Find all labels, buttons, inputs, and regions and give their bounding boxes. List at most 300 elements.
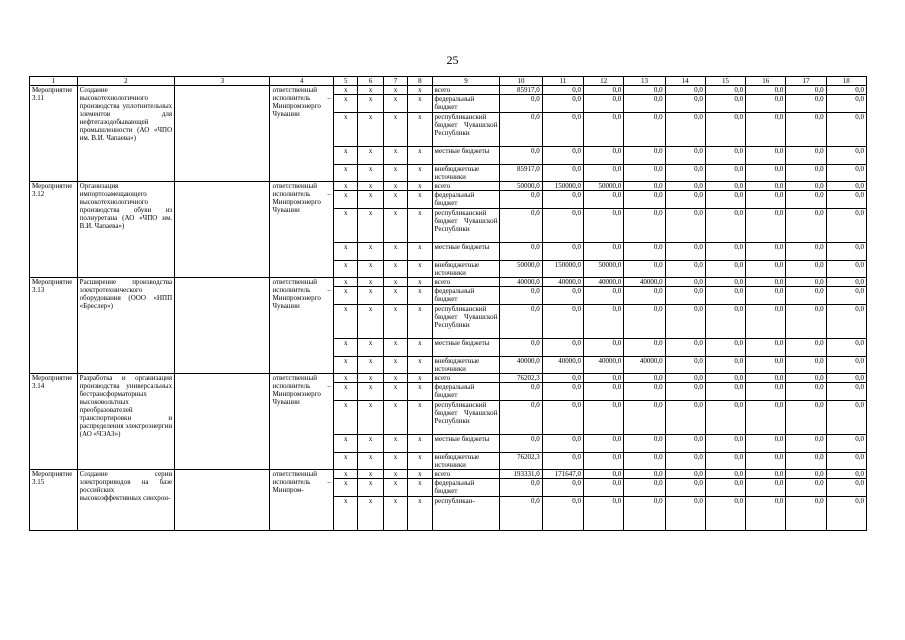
code-cell: x	[383, 305, 407, 339]
column-number: 17	[786, 77, 826, 86]
code-cell: x	[334, 86, 358, 95]
amount-cell: 0,0	[746, 374, 786, 383]
amount-cell: 0,0	[624, 287, 665, 305]
amount-cell: 0,0	[826, 339, 866, 357]
funding-source: республиканский бюджет Чувашской Республики	[432, 209, 500, 243]
column-number: 2	[77, 77, 174, 86]
amount-cell: 0,0	[624, 261, 665, 278]
amount-cell: 0,0	[746, 243, 786, 261]
amount-cell: 0,0	[746, 182, 786, 191]
code-cell: x	[383, 95, 407, 113]
code-cell: x	[383, 401, 407, 435]
code-cell: x	[334, 113, 358, 147]
code-cell: x	[358, 470, 383, 479]
code-cell: x	[334, 209, 358, 243]
amount-cell: 0,0	[584, 470, 624, 479]
measure-col3	[175, 278, 270, 374]
amount-cell: 0,0	[786, 86, 826, 95]
funding-source: местные бюджеты	[432, 435, 500, 453]
amount-cell: 0,0	[542, 147, 583, 165]
code-cell: x	[358, 383, 383, 401]
code-cell: x	[334, 497, 358, 531]
code-cell: x	[408, 357, 432, 374]
code-cell: x	[334, 435, 358, 453]
amount-cell: 0,0	[826, 278, 866, 287]
amount-cell: 0,0	[786, 243, 826, 261]
amount-cell: 0,0	[705, 479, 745, 497]
funding-source: всего	[432, 182, 500, 191]
code-cell: x	[334, 278, 358, 287]
amount-cell: 0,0	[624, 479, 665, 497]
amount-cell: 0,0	[746, 147, 786, 165]
amount-cell: 0,0	[746, 165, 786, 182]
code-cell: x	[408, 95, 432, 113]
amount-cell: 0,0	[665, 479, 705, 497]
column-number: 15	[705, 77, 745, 86]
amount-cell: 40000,0	[584, 357, 624, 374]
code-cell: x	[383, 435, 407, 453]
amount-cell: 0,0	[584, 374, 624, 383]
amount-cell: 0,0	[542, 497, 583, 531]
code-cell: x	[383, 339, 407, 357]
amount-cell: 0,0	[786, 401, 826, 435]
amount-cell: 0,0	[705, 165, 745, 182]
code-cell: x	[358, 305, 383, 339]
amount-cell: 0,0	[746, 435, 786, 453]
amount-cell: 0,0	[746, 191, 786, 209]
column-number-row	[30, 77, 867, 86]
column-number: 11	[542, 77, 583, 86]
amount-cell: 0,0	[826, 95, 866, 113]
amount-cell: 0,0	[746, 278, 786, 287]
amount-cell: 0,0	[705, 182, 745, 191]
amount-cell: 0,0	[665, 287, 705, 305]
code-cell: x	[408, 453, 432, 470]
amount-cell: 0,0	[705, 287, 745, 305]
code-cell: x	[358, 243, 383, 261]
amount-cell: 0,0	[746, 86, 786, 95]
amount-cell: 0,0	[584, 86, 624, 95]
funding-source: местные бюджеты	[432, 243, 500, 261]
amount-cell: 0,0	[665, 191, 705, 209]
amount-cell: 0,0	[746, 497, 786, 531]
code-cell: x	[408, 243, 432, 261]
measure-description: Создание высокотехнологичного производства уплотнительных элементов для нефтегазодобывающей промышленности (АО «ЧПО им. В.И. Чапаева»)	[77, 86, 174, 182]
amount-cell: 0,0	[624, 182, 665, 191]
amount-cell: 0,0	[705, 453, 745, 470]
code-cell: x	[334, 357, 358, 374]
code-cell: x	[334, 305, 358, 339]
code-cell: x	[408, 374, 432, 383]
amount-cell: 0,0	[826, 357, 866, 374]
amount-cell: 0,0	[665, 86, 705, 95]
funding-source: всего	[432, 374, 500, 383]
column-number: 5	[334, 77, 358, 86]
code-cell: x	[358, 261, 383, 278]
amount-cell: 0,0	[786, 470, 826, 479]
code-cell: x	[358, 453, 383, 470]
amount-cell: 0,0	[500, 243, 542, 261]
code-cell: x	[334, 191, 358, 209]
measure-col3	[175, 374, 270, 470]
funding-source: федеральный бюджет	[432, 95, 500, 113]
code-cell: x	[358, 191, 383, 209]
amount-cell: 0,0	[826, 453, 866, 470]
funding-source: республикан-	[432, 497, 500, 531]
amount-cell: 0,0	[584, 209, 624, 243]
funding-source: республиканский бюджет Чувашской Республики	[432, 401, 500, 435]
amount-cell: 0,0	[746, 305, 786, 339]
amount-cell: 0,0	[500, 339, 542, 357]
code-cell: x	[358, 209, 383, 243]
funding-source: местные бюджеты	[432, 339, 500, 357]
amount-cell: 0,0	[665, 383, 705, 401]
code-cell: x	[408, 165, 432, 182]
code-cell: x	[383, 453, 407, 470]
amount-cell: 0,0	[746, 95, 786, 113]
code-cell: x	[358, 374, 383, 383]
amount-cell: 0,0	[542, 191, 583, 209]
amount-cell: 0,0	[584, 113, 624, 147]
amount-cell: 85917,0	[500, 86, 542, 95]
code-cell: x	[408, 383, 432, 401]
amount-cell: 0,0	[705, 95, 745, 113]
amount-cell: 0,0	[584, 401, 624, 435]
amount-cell: 0,0	[786, 191, 826, 209]
amount-cell: 0,0	[705, 383, 745, 401]
code-cell: x	[408, 401, 432, 435]
amount-cell: 0,0	[542, 453, 583, 470]
code-cell: x	[358, 113, 383, 147]
amount-cell: 0,0	[542, 435, 583, 453]
amount-cell: 0,0	[624, 374, 665, 383]
amount-cell: 0,0	[786, 287, 826, 305]
measure-responsible: ответственный исполнитель – Минпромэнерго Чувашии	[270, 182, 334, 278]
code-cell: x	[334, 374, 358, 383]
code-cell: x	[334, 95, 358, 113]
amount-cell: 0,0	[542, 86, 583, 95]
amount-cell: 0,0	[500, 95, 542, 113]
amount-cell: 40000,0	[584, 278, 624, 287]
amount-cell: 0,0	[826, 287, 866, 305]
amount-cell: 0,0	[826, 305, 866, 339]
measure-col3	[175, 470, 270, 531]
code-cell: x	[334, 243, 358, 261]
amount-cell: 0,0	[624, 435, 665, 453]
code-cell: x	[383, 374, 407, 383]
measure-description: Создание серии электроприводов на базе российских высокоэффективных синхрон-	[77, 470, 174, 531]
code-cell: x	[358, 287, 383, 305]
amount-cell: 0,0	[826, 435, 866, 453]
amount-cell: 0,0	[665, 357, 705, 374]
funding-source: федеральный бюджет	[432, 287, 500, 305]
amount-cell: 0,0	[786, 305, 826, 339]
code-cell: x	[334, 401, 358, 435]
amount-cell: 0,0	[542, 209, 583, 243]
amount-cell: 0,0	[665, 243, 705, 261]
column-number: 3	[175, 77, 270, 86]
amount-cell: 0,0	[826, 470, 866, 479]
amount-cell: 0,0	[826, 243, 866, 261]
amount-cell: 50000,0	[584, 182, 624, 191]
code-cell: x	[358, 182, 383, 191]
table-row	[30, 470, 867, 479]
amount-cell: 76202,3	[500, 453, 542, 470]
column-number: 9	[432, 77, 500, 86]
amount-cell: 0,0	[584, 243, 624, 261]
code-cell: x	[383, 243, 407, 261]
amount-cell: 0,0	[665, 435, 705, 453]
amount-cell: 0,0	[500, 191, 542, 209]
code-cell: x	[408, 497, 432, 531]
amount-cell: 0,0	[746, 287, 786, 305]
amount-cell: 0,0	[826, 182, 866, 191]
amount-cell: 0,0	[665, 453, 705, 470]
amount-cell: 0,0	[542, 165, 583, 182]
amount-cell: 0,0	[584, 497, 624, 531]
amount-cell: 0,0	[624, 86, 665, 95]
amount-cell: 0,0	[705, 357, 745, 374]
amount-cell: 0,0	[500, 383, 542, 401]
code-cell: x	[334, 261, 358, 278]
amount-cell: 0,0	[500, 435, 542, 453]
amount-cell: 0,0	[542, 479, 583, 497]
page-number: 25	[446, 53, 459, 67]
amount-cell: 0,0	[786, 113, 826, 147]
amount-cell: 0,0	[624, 383, 665, 401]
code-cell: x	[383, 479, 407, 497]
amount-cell: 150000,0	[542, 261, 583, 278]
amount-cell: 0,0	[786, 165, 826, 182]
amount-cell: 0,0	[624, 470, 665, 479]
amount-cell: 0,0	[786, 278, 826, 287]
amount-cell: 40000,0	[624, 357, 665, 374]
amount-cell: 0,0	[665, 470, 705, 479]
measure-id: Мероприятие 3.12	[30, 182, 78, 278]
code-cell: x	[383, 147, 407, 165]
code-cell: x	[334, 339, 358, 357]
funding-source: внебюджетные источники	[432, 165, 500, 182]
amount-cell: 0,0	[665, 305, 705, 339]
code-cell: x	[383, 165, 407, 182]
column-number: 12	[584, 77, 624, 86]
amount-cell: 0,0	[665, 147, 705, 165]
funding-source: федеральный бюджет	[432, 383, 500, 401]
amount-cell: 0,0	[786, 374, 826, 383]
code-cell: x	[408, 435, 432, 453]
amount-cell: 0,0	[746, 357, 786, 374]
amount-cell: 0,0	[665, 165, 705, 182]
amount-cell: 0,0	[500, 287, 542, 305]
amount-cell: 0,0	[786, 453, 826, 470]
funding-source: местные бюджеты	[432, 147, 500, 165]
amount-cell: 0,0	[624, 497, 665, 531]
amount-cell: 0,0	[500, 479, 542, 497]
code-cell: x	[358, 165, 383, 182]
code-cell: x	[358, 497, 383, 531]
code-cell: x	[334, 287, 358, 305]
amount-cell: 0,0	[826, 401, 866, 435]
amount-cell: 40000,0	[500, 357, 542, 374]
code-cell: x	[334, 479, 358, 497]
column-number: 7	[383, 77, 407, 86]
amount-cell: 0,0	[542, 113, 583, 147]
amount-cell: 0,0	[705, 147, 745, 165]
amount-cell: 50000,0	[500, 261, 542, 278]
code-cell: x	[408, 470, 432, 479]
amount-cell: 0,0	[786, 339, 826, 357]
column-number: 8	[408, 77, 432, 86]
code-cell: x	[334, 470, 358, 479]
funding-source: всего	[432, 86, 500, 95]
amount-cell: 0,0	[746, 113, 786, 147]
column-number: 6	[358, 77, 383, 86]
code-cell: x	[408, 305, 432, 339]
amount-cell: 0,0	[584, 305, 624, 339]
amount-cell: 0,0	[500, 305, 542, 339]
amount-cell: 0,0	[542, 95, 583, 113]
amount-cell: 0,0	[705, 261, 745, 278]
amount-cell: 0,0	[500, 147, 542, 165]
amount-cell: 0,0	[705, 113, 745, 147]
amount-cell: 0,0	[584, 435, 624, 453]
amount-cell: 0,0	[665, 374, 705, 383]
amount-cell: 0,0	[705, 401, 745, 435]
amount-cell: 0,0	[826, 383, 866, 401]
funding-source: республиканский бюджет Чувашской Республики	[432, 113, 500, 147]
measure-id: Мероприятие 3.13	[30, 278, 78, 374]
amount-cell: 0,0	[665, 209, 705, 243]
code-cell: x	[408, 261, 432, 278]
amount-cell: 0,0	[542, 374, 583, 383]
amount-cell: 0,0	[705, 339, 745, 357]
amount-cell: 0,0	[786, 95, 826, 113]
amount-cell: 0,0	[542, 287, 583, 305]
amount-cell: 0,0	[624, 401, 665, 435]
code-cell: x	[334, 182, 358, 191]
code-cell: x	[383, 261, 407, 278]
code-cell: x	[408, 278, 432, 287]
code-cell: x	[383, 191, 407, 209]
amount-cell: 0,0	[705, 374, 745, 383]
code-cell: x	[358, 278, 383, 287]
amount-cell: 0,0	[746, 339, 786, 357]
measure-id: Мероприятие 3.11	[30, 86, 78, 182]
amount-cell: 0,0	[786, 261, 826, 278]
code-cell: x	[358, 339, 383, 357]
amount-cell: 0,0	[665, 278, 705, 287]
amount-cell: 0,0	[826, 191, 866, 209]
column-number: 18	[826, 77, 866, 86]
amount-cell: 0,0	[584, 453, 624, 470]
amount-cell: 0,0	[624, 339, 665, 357]
amount-cell: 0,0	[746, 383, 786, 401]
funding-source: федеральный бюджет	[432, 191, 500, 209]
funding-source: всего	[432, 278, 500, 287]
amount-cell: 0,0	[826, 497, 866, 531]
amount-cell: 0,0	[746, 401, 786, 435]
measure-id: Мероприятие 3.14	[30, 374, 78, 470]
amount-cell: 0,0	[705, 305, 745, 339]
code-cell: x	[408, 479, 432, 497]
amount-cell: 0,0	[542, 243, 583, 261]
code-cell: x	[383, 383, 407, 401]
measure-responsible: ответственный исполнитель – Минпромэнерго Чувашии	[270, 86, 334, 182]
amount-cell: 0,0	[584, 339, 624, 357]
amount-cell: 76202,3	[500, 374, 542, 383]
measure-col3	[175, 86, 270, 182]
amount-cell: 0,0	[826, 374, 866, 383]
measure-responsible: ответственный исполнитель – Минпромэнерго Чувашии	[270, 374, 334, 470]
amount-cell: 0,0	[826, 479, 866, 497]
code-cell: x	[408, 191, 432, 209]
amount-cell: 40000,0	[624, 278, 665, 287]
amount-cell: 0,0	[665, 261, 705, 278]
amount-cell: 0,0	[705, 497, 745, 531]
code-cell: x	[383, 113, 407, 147]
amount-cell: 0,0	[542, 339, 583, 357]
amount-cell: 0,0	[826, 86, 866, 95]
amount-cell: 0,0	[826, 147, 866, 165]
amount-cell: 0,0	[542, 401, 583, 435]
code-cell: x	[383, 470, 407, 479]
amount-cell: 0,0	[624, 243, 665, 261]
column-number: 1	[30, 77, 78, 86]
amount-cell: 0,0	[705, 470, 745, 479]
amount-cell: 0,0	[624, 191, 665, 209]
amount-cell: 40000,0	[542, 278, 583, 287]
table-row	[30, 278, 867, 287]
code-cell: x	[358, 95, 383, 113]
column-number: 4	[270, 77, 334, 86]
code-cell: x	[408, 113, 432, 147]
amount-cell: 0,0	[746, 470, 786, 479]
column-number: 13	[624, 77, 665, 86]
code-cell: x	[383, 278, 407, 287]
amount-cell: 0,0	[624, 453, 665, 470]
amount-cell: 0,0	[786, 182, 826, 191]
amount-cell: 0,0	[584, 383, 624, 401]
table-row	[30, 182, 867, 191]
amount-cell: 0,0	[786, 209, 826, 243]
amount-cell: 0,0	[665, 113, 705, 147]
measure-description: Организация импортозамещающего высокотехнологичного производства обуви из полиуретана (АО «ЧПО им. В.И. Чапаева»)	[77, 182, 174, 278]
amount-cell: 0,0	[624, 95, 665, 113]
amount-cell: 40000,0	[542, 357, 583, 374]
amount-cell: 0,0	[665, 339, 705, 357]
code-cell: x	[383, 497, 407, 531]
measure-responsible: ответственный исполнитель – Минпромэнерго Чувашии	[270, 278, 334, 374]
amount-cell: 0,0	[624, 305, 665, 339]
code-cell: x	[408, 209, 432, 243]
funding-source: внебюджетные источники	[432, 261, 500, 278]
column-number: 10	[500, 77, 542, 86]
code-cell: x	[383, 86, 407, 95]
amount-cell: 0,0	[624, 209, 665, 243]
amount-cell: 50000,0	[500, 182, 542, 191]
amount-cell: 0,0	[665, 401, 705, 435]
code-cell: x	[408, 339, 432, 357]
code-cell: x	[383, 357, 407, 374]
code-cell: x	[358, 357, 383, 374]
amount-cell: 0,0	[665, 182, 705, 191]
code-cell: x	[408, 287, 432, 305]
amount-cell: 0,0	[746, 209, 786, 243]
column-number: 16	[746, 77, 786, 86]
amount-cell: 0,0	[705, 191, 745, 209]
amount-cell: 0,0	[786, 497, 826, 531]
amount-cell: 0,0	[542, 305, 583, 339]
